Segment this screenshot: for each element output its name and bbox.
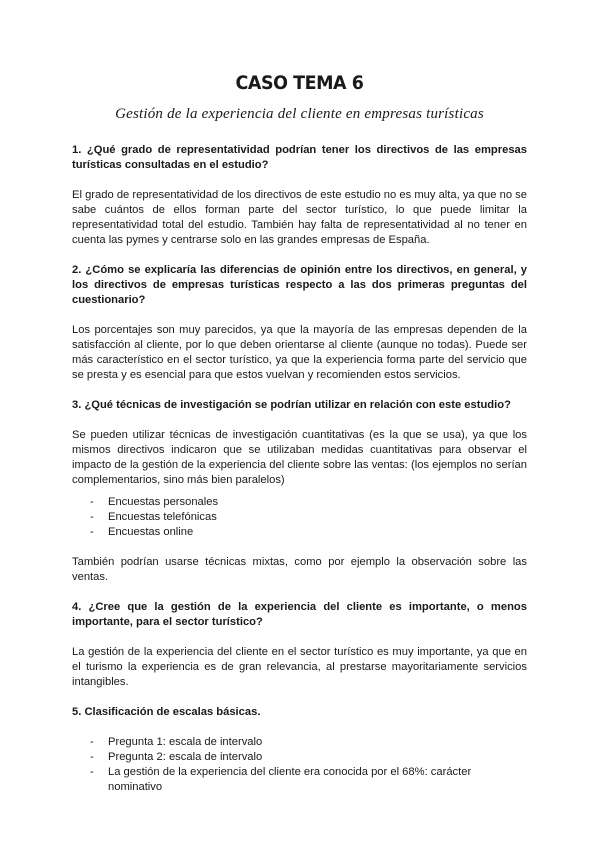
question-5: 5. Clasificación de escalas básicas. — [72, 706, 261, 718]
document-subtitle: Gestión de la experiencia del cliente en empresas turísticas — [115, 106, 484, 122]
answer-1: El grado de representatividad de los directivos de este estudio no es muy alta, ya que no se sabe cuántos de ellos forman parte del sector turístico, lo que puede limitar la representatividad total del estudio. También hay falta de representatividad al no tener en cuenta las pymes y centrarse solo en las grandes empresas de España. — [72, 189, 527, 246]
answer-3: Se pueden utilizar técnicas de investigación cuantitativas (es la que se usa), ya que los mismos directivos indicaron que se utilizaban medidas cuantitativas para observar el impacto de la gestión de la experiencia del cliente sobre las ventas: (los ejemplos no serían complementarios, sino más bien paralelos) — [72, 429, 527, 486]
technique-list — [72, 495, 527, 540]
scale-list — [72, 735, 527, 795]
question-2: 2. ¿Cómo se explicaría las diferencias de opinión entre los directivos, en general, y los directivos de empresas turísticas respecto a las dos primeras preguntas del cuestionario? — [72, 264, 527, 306]
answer-3-note: También podrían usarse técnicas mixtas, como por ejemplo la observación sobre las ventas. — [72, 556, 527, 583]
list-item: - La gestión de la experiencia del cliente era conocida por el 68%: carácter nominativo — [72, 765, 527, 795]
list-item: - Encuestas telefónicas — [72, 510, 527, 525]
question-1: 1. ¿Qué grado de representatividad podrían tener los directivos de las empresas turísticas consultadas en el estudio? — [72, 144, 527, 171]
list-item: - Encuestas personales — [72, 495, 527, 510]
list-item: - Encuestas online — [72, 525, 527, 540]
question-3: 3. ¿Qué técnicas de investigación se podrían utilizar en relación con este estudio? — [72, 399, 511, 411]
question-4: 4. ¿Cree que la gestión de la experiencia del cliente es importante, o menos importante, para el sector turístico? — [72, 601, 527, 628]
list-item: - Pregunta 2: escala de intervalo — [72, 750, 527, 765]
list-item: - Pregunta 1: escala de intervalo — [72, 735, 527, 750]
document-body — [72, 143, 527, 795]
answer-2: Los porcentajes son muy parecidos, ya que la mayoría de las empresas dependen de la satisfacción al cliente, por lo que deben orientarse al cliente (aunque no todas). Puede ser más característico en el sector turístico, ya que la experiencia forma parte del servicio que se presta y es esencial para que estos vuelvan y recomienden estos servicios. — [72, 324, 527, 381]
document-title: CASO TEMA 6 — [235, 72, 364, 94]
answer-4: La gestión de la experiencia del cliente en el sector turístico es muy importante, ya que en el turismo la experiencia es de gran relevancia, al prestarse mayoritariamente servicios intangibles. — [72, 646, 527, 688]
